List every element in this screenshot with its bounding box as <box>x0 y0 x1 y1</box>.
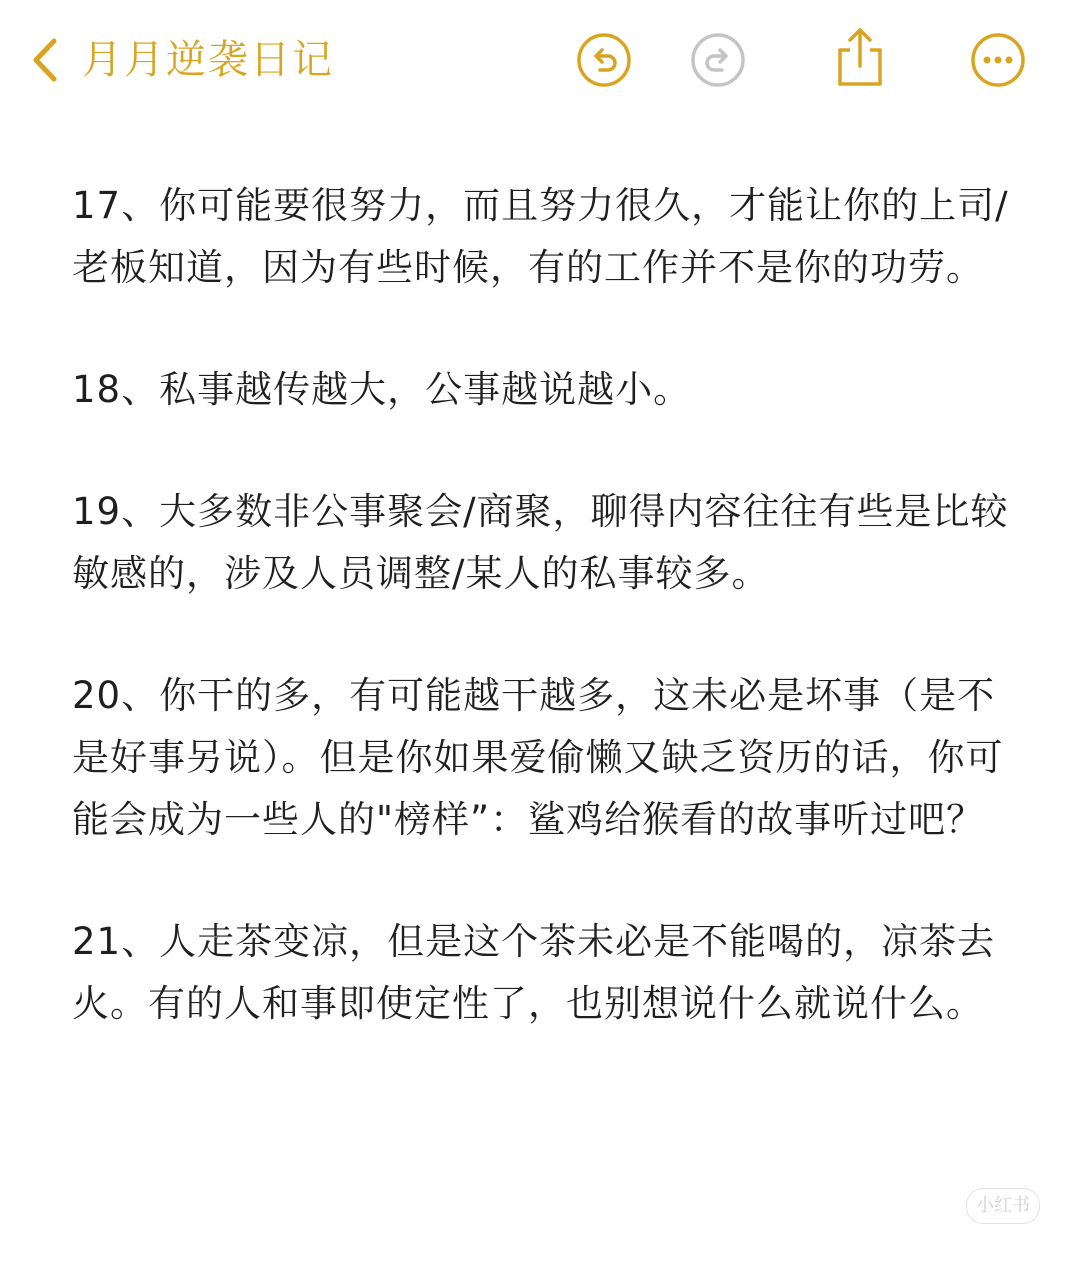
note-paragraph-17[interactable]: 17、你可能要很努力，而且努力很久，才能让你的上司/老板知道，因为有些时候，有的工作并不是你的功劳。 <box>72 184 1009 289</box>
note-paragraph-19[interactable]: 19、大多数非公事聚会/商聚，聊得内容往往有些是比较敏感的，涉及人员调整/某人的私事较多。 <box>72 490 1009 595</box>
note-body[interactable] <box>72 175 1032 1095</box>
note-folder-title: 月月逆袭日记 <box>82 37 334 83</box>
note-paragraph-21[interactable]: 21、人走茶变凉，但是这个茶未必是不能喝的，凉茶去火。有的人和事即使定性了，也别想说什么就说什么。 <box>72 920 996 1025</box>
more-button[interactable] <box>970 32 1026 88</box>
chevron-left-icon <box>28 35 62 85</box>
undo-icon <box>576 32 632 88</box>
more-icon <box>970 32 1026 88</box>
navigation-bar <box>0 0 1080 120</box>
note-paragraph-20[interactable]: 20、你干的多，有可能越干越多，这未必是坏事（是不是好事另说）。但是你如果爱偷懒又缺乏资历的话，你可能会成为一些人的"榜样”：鲨鸡给猴看的故事听过吧？ <box>72 674 1004 841</box>
redo-button[interactable] <box>690 32 746 88</box>
share-button[interactable] <box>832 26 888 88</box>
back-button[interactable] <box>28 30 334 90</box>
watermark: 小红书 <box>966 1188 1040 1224</box>
share-icon <box>832 26 888 88</box>
undo-button[interactable] <box>576 32 632 88</box>
redo-icon <box>690 32 746 88</box>
note-paragraph-18[interactable]: 18、私事越传越大，公事越说越小。 <box>72 368 692 411</box>
